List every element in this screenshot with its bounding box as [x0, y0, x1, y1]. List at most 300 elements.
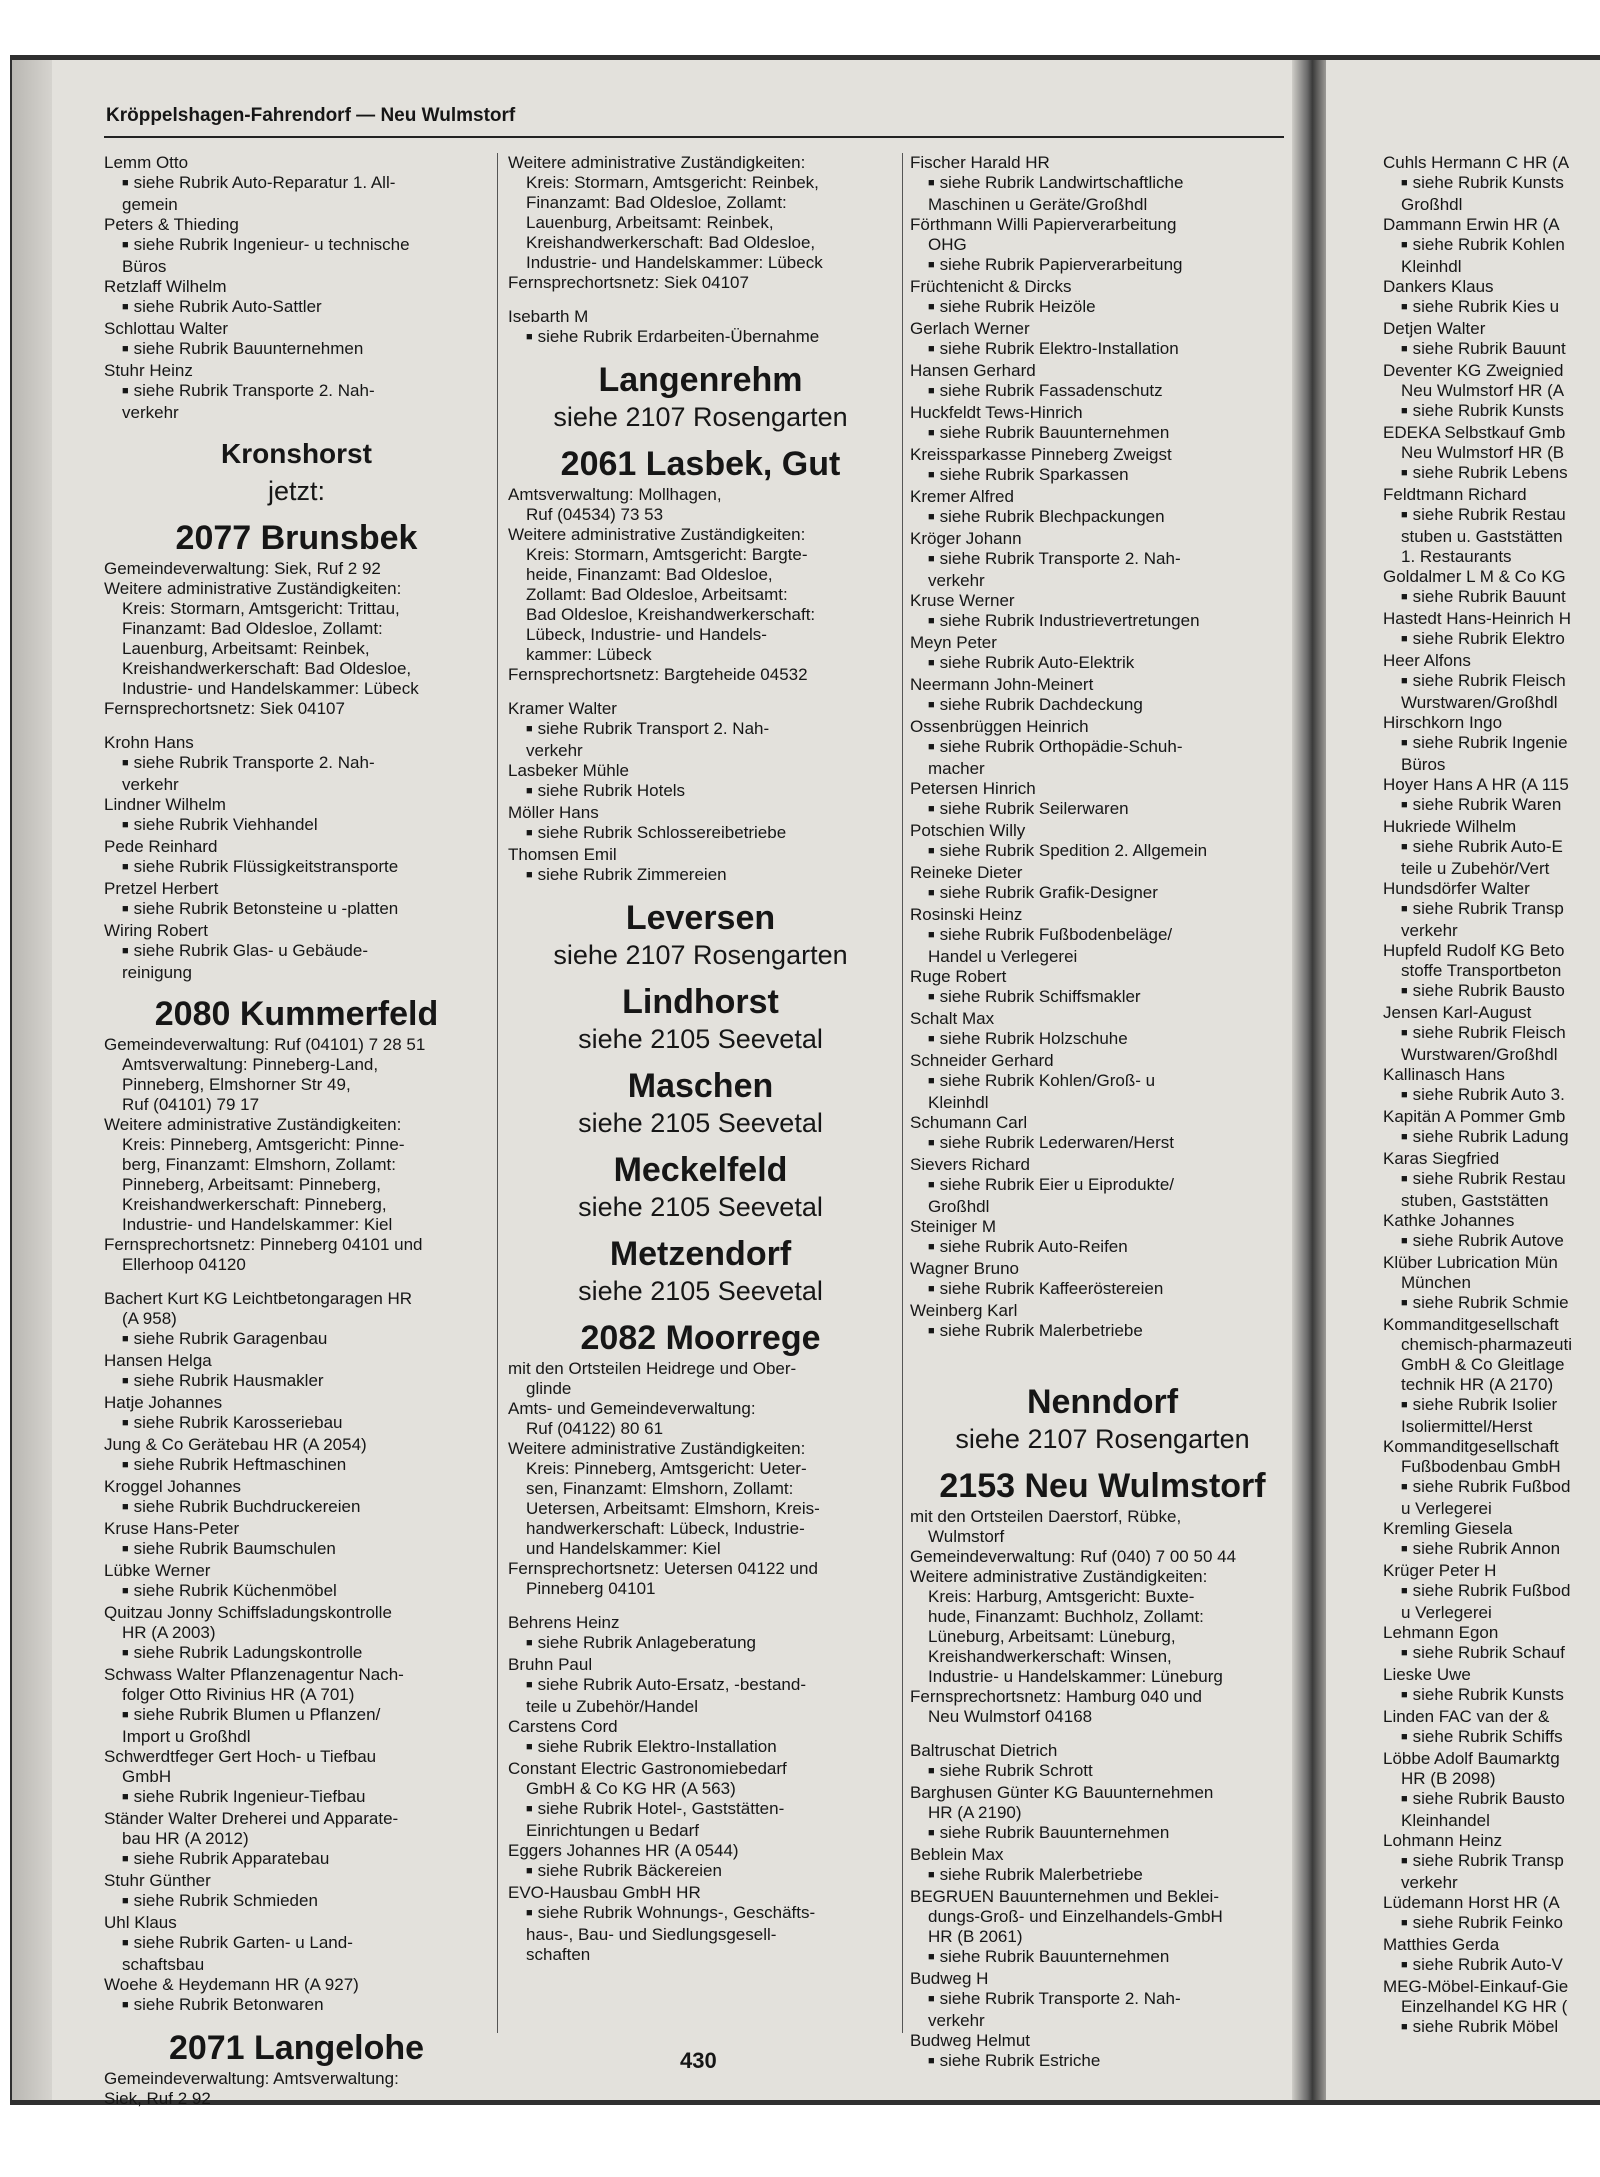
entry-name: Weitere administrative Zuständigkeiten: — [104, 1115, 402, 1134]
entry-name: Kremer Alfred — [910, 487, 1014, 506]
entry-name: Ständer Walter Dreherei und Apparate- — [104, 1809, 399, 1828]
entry-name: Uhl Klaus — [104, 1913, 177, 1932]
entry-continuation: Isoliermittel/Herst — [1401, 1417, 1533, 1436]
entry-continuation: Finanzamt: Bad Oldesloe, Zollamt: — [122, 619, 383, 638]
rubrik-reference: ■ siehe Rubrik Möbel — [1383, 2017, 1600, 2039]
entry-continuation: Wurstwaren/Großhdl — [1401, 693, 1558, 712]
entry-continuation: GmbH & Co KG HR (A 563) — [526, 1779, 736, 1798]
rubrik-reference: ■ siehe Rubrik Schmie — [1383, 1293, 1600, 1315]
spacer — [104, 719, 489, 733]
entry-name: mit den Ortsteilen Heidrege und Ober- — [508, 1359, 797, 1378]
entry-name: Weitere administrative Zuständigkeiten: — [104, 579, 402, 598]
entry-name: Neermann John-Meinert — [910, 675, 1094, 694]
section-heading: 2061 Lasbek, Gut — [560, 445, 841, 483]
entry-continuation: verkehr — [1401, 1873, 1458, 1892]
entry-name: Fernsprechortsnetz: Siek 04107 — [508, 273, 749, 292]
entry-name: Reineke Dieter — [910, 863, 1023, 882]
page-edge — [12, 60, 54, 2100]
rubrik-reference: ■ siehe Rubrik Schmieden — [104, 1891, 489, 1913]
entry-name: Amts- und Gemeindeverwaltung: — [508, 1399, 756, 1418]
entry-continuation: Einrichtungen u Bedarf — [526, 1821, 699, 1840]
entry-name: Schlottau Walter — [104, 319, 229, 338]
section-heading: 2071 Langelohe — [168, 2029, 425, 2067]
entry-name: Lemm Otto — [104, 153, 189, 172]
entry-continuation: verkehr — [526, 741, 583, 760]
rubrik-reference: ■ siehe Rubrik Isolier — [1383, 1395, 1600, 1417]
entry-continuation: schaftsbau — [122, 1955, 205, 1974]
entry-name: Karas Siegfried — [1383, 1149, 1500, 1168]
entry-name: Gemeindeverwaltung: Ruf (040) 7 00 50 44 — [910, 1547, 1237, 1566]
rubrik-reference: ■ siehe Rubrik Restau — [1383, 505, 1600, 527]
rubrik-reference: ■ siehe Rubrik Erdarbeiten-Übernahme — [508, 327, 893, 349]
entry-continuation: sen, Finanzamt: Elmshorn, Zollamt: — [526, 1479, 794, 1498]
entry-name: Jung & Co Gerätebau HR (A 2054) — [104, 1435, 367, 1454]
column-3 — [910, 153, 1295, 2073]
section-subtitle: siehe 2107 Rosengarten — [553, 402, 848, 432]
entry-continuation: technik HR (A 2170) — [1401, 1375, 1554, 1394]
entry-name: Fischer Harald HR — [910, 153, 1050, 172]
entry-name: Goldalmer L M & Co KG — [1383, 567, 1566, 586]
entry-continuation: Industrie- u Handelskammer: Lüneburg — [928, 1667, 1223, 1686]
rubrik-reference: ■ siehe Rubrik Kunsts — [1383, 401, 1600, 423]
entry-name: Lindner Wilhelm — [104, 795, 226, 814]
entry-name: Bachert Kurt KG Leichtbetongaragen HR — [104, 1289, 413, 1308]
entry-continuation: stuben, Gaststätten — [1401, 1191, 1549, 1210]
entry-continuation: teile u Zubehör/Handel — [526, 1697, 699, 1716]
entry-continuation: heide, Finanzamt: Bad Oldesloe, — [526, 565, 773, 584]
rubrik-reference: ■ siehe Rubrik Papierverarbeitung — [910, 255, 1295, 277]
rubrik-reference: ■ siehe Rubrik Autove — [1383, 1231, 1600, 1253]
entry-name: Isebarth M — [508, 307, 589, 326]
entry-name: Hupfeld Rudolf KG Beto — [1383, 941, 1565, 960]
entry-name: Lohmann Heinz — [1383, 1831, 1503, 1850]
entry-name: Hatje Johannes — [104, 1393, 223, 1412]
rubrik-reference: ■ siehe Rubrik Annon — [1383, 1539, 1600, 1561]
rubrik-reference: ■ siehe Rubrik Holzschuhe — [910, 1029, 1295, 1051]
section-heading: 2080 Kummerfeld — [154, 995, 439, 1033]
spacer — [104, 1275, 489, 1289]
section-subtitle: siehe 2105 Seevetal — [578, 1192, 823, 1222]
rubrik-reference: ■ siehe Rubrik Betonsteine u -platten — [104, 899, 489, 921]
rubrik-reference: ■ siehe Rubrik Restau — [1383, 1169, 1600, 1191]
column-divider — [902, 153, 903, 2033]
entry-continuation: Großhdl — [1401, 195, 1463, 214]
entry-name: Gerlach Werner — [910, 319, 1030, 338]
entry-name: Lübke Werner — [104, 1561, 211, 1580]
entry-continuation: kammer: Lübeck — [526, 645, 652, 664]
rubrik-reference: ■ siehe Rubrik Auto-Sattler — [104, 297, 489, 319]
entry-continuation: Industrie- und Handelskammer: Lübeck — [122, 679, 419, 698]
entry-continuation: Kleinhandel — [1401, 1811, 1490, 1830]
rubrik-reference: ■ siehe Rubrik Lederwaren/Herst — [910, 1133, 1295, 1155]
entry-continuation: Lauenburg, Arbeitsamt: Reinbek, — [526, 213, 774, 232]
rubrik-reference: ■ siehe Rubrik Transp — [1383, 899, 1600, 921]
rubrik-reference: ■ siehe Rubrik Garagenbau — [104, 1329, 489, 1351]
entry-continuation: Maschinen u Geräte/Großhdl — [928, 195, 1148, 214]
entry-name: Stuhr Heinz — [104, 361, 193, 380]
entry-name: Pretzel Herbert — [104, 879, 219, 898]
entry-continuation: Lüneburg, Arbeitsamt: Lüneburg, — [928, 1627, 1176, 1646]
rubrik-reference: ■ siehe Rubrik Bausto — [1383, 981, 1600, 1003]
rubrik-reference: ■ siehe Rubrik Transporte 2. Nah- — [104, 381, 489, 403]
entry-name: Lasbeker Mühle — [508, 761, 629, 780]
spacer — [910, 1357, 1295, 1371]
rubrik-reference: ■ siehe Rubrik Fleisch — [1383, 1023, 1600, 1045]
rubrik-reference: ■ siehe Rubrik Kunsts — [1383, 1685, 1600, 1707]
section-heading: Metzendorf — [609, 1235, 792, 1273]
entry-continuation: haus-, Bau- und Siedlungsgesell- — [526, 1925, 777, 1944]
entry-name: Hukriede Wilhelm — [1383, 817, 1517, 836]
entry-name: Retzlaff Wilhelm — [104, 277, 227, 296]
entry-continuation: handwerkerschaft: Lübeck, Industrie- — [526, 1519, 805, 1538]
entry-name: Stuhr Günther — [104, 1871, 211, 1890]
entry-name: Peters & Thieding — [104, 215, 239, 234]
entry-name: Hastedt Hans-Heinrich H — [1383, 609, 1572, 628]
entry-continuation: chemisch-pharmazeuti — [1401, 1335, 1573, 1354]
entry-continuation: Büros — [122, 257, 167, 276]
rubrik-reference: ■ siehe Rubrik Glas- u Gebäude- — [104, 941, 489, 963]
rubrik-reference: ■ siehe Rubrik Ingenieur-Tiefbau — [104, 1787, 489, 1809]
entry-continuation: Bad Oldesloe, Kreishandwerkerschaft: — [526, 605, 816, 624]
rubrik-reference: ■ siehe Rubrik Bauunternehmen — [910, 1823, 1295, 1845]
entry-continuation: Import u Großhdl — [122, 1727, 251, 1746]
rubrik-reference: ■ siehe Rubrik Bauunternehmen — [910, 423, 1295, 445]
rubrik-reference: ■ siehe Rubrik Zimmereien — [508, 865, 893, 887]
entry-name: Matthies Gerda — [1383, 1935, 1500, 1954]
entry-continuation: und Handelskammer: Kiel — [526, 1539, 721, 1558]
rubrik-reference: ■ siehe Rubrik Schauf — [1383, 1643, 1600, 1665]
column-2 — [508, 153, 893, 1965]
section-heading: Langenrehm — [598, 361, 803, 399]
rubrik-reference: ■ siehe Rubrik Blechpackungen — [910, 507, 1295, 529]
entry-name: Constant Electric Gastronomiebedarf — [508, 1759, 787, 1778]
rubrik-reference: ■ siehe Rubrik Schiffs — [1383, 1727, 1600, 1749]
section-heading: Lindhorst — [622, 983, 779, 1021]
rubrik-reference: ■ siehe Rubrik Elektro-Installation — [508, 1737, 893, 1759]
entry-continuation: Büros — [1401, 755, 1446, 774]
rubrik-reference: ■ siehe Rubrik Malerbetriebe — [910, 1321, 1295, 1343]
rubrik-reference: ■ siehe Rubrik Auto-Elektrik — [910, 653, 1295, 675]
rubrik-reference: ■ siehe Rubrik Auto-Ersatz, -bestand- — [508, 1675, 893, 1697]
entry-continuation: stoffe Transportbeton — [1401, 961, 1562, 980]
rubrik-reference: ■ siehe Rubrik Kohlen — [1383, 235, 1600, 257]
entry-continuation: Wulmstorf — [928, 1527, 1005, 1546]
rubrik-reference: ■ siehe Rubrik Bäckereien — [508, 1861, 893, 1883]
rubrik-reference: ■ siehe Rubrik Sparkassen — [910, 465, 1295, 487]
entry-continuation: Kreis: Stormarn, Amtsgericht: Reinbek, — [526, 173, 819, 192]
entry-continuation: Ruf (04101) 79 17 — [122, 1095, 260, 1114]
spacer — [508, 293, 893, 307]
entry-continuation: Fußbodenbau GmbH — [1401, 1457, 1561, 1476]
entry-name: Weitere administrative Zuständigkeiten: — [508, 525, 806, 544]
entry-continuation: Uetersen, Arbeitsamt: Elmshorn, Kreis- — [526, 1499, 820, 1518]
entry-name: Fernsprechortsnetz: Pinneberg 04101 und — [104, 1235, 423, 1254]
rubrik-reference: ■ siehe Rubrik Küchenmöbel — [104, 1581, 489, 1603]
section-heading: Meckelfeld — [613, 1151, 788, 1189]
entry-name: Heer Alfons — [1383, 651, 1471, 670]
entry-continuation: verkehr — [1401, 921, 1458, 940]
rubrik-reference: ■ siehe Rubrik Betonwaren — [104, 1995, 489, 2017]
entry-name: Lüdemann Horst HR (A — [1383, 1893, 1560, 1912]
entry-name: Schwass Walter Pflanzenagentur Nach- — [104, 1665, 404, 1684]
entry-name: Kruse Hans-Peter — [104, 1519, 240, 1538]
entry-name: Thomsen Emil — [508, 845, 617, 864]
rubrik-reference: ■ siehe Rubrik Wohnungs-, Geschäfts- — [508, 1903, 893, 1925]
rubrik-reference: ■ siehe Rubrik Auto-Reparatur 1. All- — [104, 173, 489, 195]
page-number: 430 — [680, 2048, 717, 2073]
rubrik-reference: ■ siehe Rubrik Transport 2. Nah- — [508, 719, 893, 741]
entry-name: Quitzau Jonny Schiffsladungskontrolle — [104, 1603, 392, 1622]
entry-continuation: Neu Wulmstorf HR (B — [1401, 443, 1565, 462]
entry-continuation: Kleinhdl — [1401, 257, 1462, 276]
entry-continuation: glinde — [526, 1379, 572, 1398]
rubrik-reference: ■ siehe Rubrik Transporte 2. Nah- — [104, 753, 489, 775]
entry-continuation: Kreis: Stormarn, Amtsgericht: Trittau, — [122, 599, 400, 618]
entry-name: Weitere administrative Zuständigkeiten: — [910, 1567, 1208, 1586]
spacer — [910, 1343, 1295, 1357]
entry-name: Kremling Giesela — [1383, 1519, 1513, 1538]
entry-name: Hansen Gerhard — [910, 361, 1036, 380]
section-heading: Leversen — [625, 899, 776, 937]
entry-name: Feldtmann Richard — [1383, 485, 1527, 504]
rubrik-reference: ■ siehe Rubrik Landwirtschaftliche — [910, 173, 1295, 195]
entry-continuation: verkehr — [928, 2011, 985, 2030]
entry-name: Möller Hans — [508, 803, 599, 822]
rubrik-reference: ■ siehe Rubrik Kohlen/Groß- u — [910, 1071, 1295, 1093]
entry-continuation: Kreis: Pinneberg, Amtsgericht: Pinne- — [122, 1135, 405, 1154]
entry-name: Kathke Johannes — [1383, 1211, 1515, 1230]
entry-name: Lieske Uwe — [1383, 1665, 1471, 1684]
entry-name: Kroggel Johannes — [104, 1477, 242, 1496]
rubrik-reference: ■ siehe Rubrik Ingenieur- u technische — [104, 235, 489, 257]
section-subtitle: jetzt: — [267, 476, 326, 506]
entry-continuation: Einzelhandel KG HR ( — [1401, 1997, 1568, 2016]
rubrik-reference: ■ siehe Rubrik Heizöle — [910, 297, 1295, 319]
entry-name: Meyn Peter — [910, 633, 997, 652]
entry-name: Pede Reinhard — [104, 837, 218, 856]
rubrik-reference: ■ siehe Rubrik Fußbod — [1383, 1477, 1600, 1499]
entry-name: Sievers Richard — [910, 1155, 1030, 1174]
rubrik-reference: ■ siehe Rubrik Elektro — [1383, 629, 1600, 651]
entry-name: Weitere administrative Zuständigkeiten: — [508, 153, 806, 172]
entry-name: Kramer Walter — [508, 699, 617, 718]
entry-continuation: Pinneberg 04101 — [526, 1579, 656, 1598]
entry-name: Fernsprechortsnetz: Bargteheide 04532 — [508, 665, 808, 684]
entry-name: Detjen Walter — [1383, 319, 1486, 338]
entry-continuation: Zollamt: Bad Oldesloe, Arbeitsamt: — [526, 585, 788, 604]
rubrik-reference: ■ siehe Rubrik Karosseriebau — [104, 1413, 489, 1435]
entry-continuation: Pinneberg, Elmshorner Str 49, — [122, 1075, 351, 1094]
entry-continuation: GmbH & Co Gleitlage — [1401, 1355, 1565, 1374]
entry-name: Fernsprechortsnetz: Siek 04107 — [104, 699, 345, 718]
rubrik-reference: ■ siehe Rubrik Bauunternehmen — [104, 339, 489, 361]
rubrik-reference: ■ siehe Rubrik Bauunt — [1383, 339, 1600, 361]
entry-continuation: stuben u. Gaststätten — [1401, 527, 1563, 546]
entry-name: Kapitän A Pommer Gmb — [1383, 1107, 1566, 1126]
entry-name: Barghusen Günter KG Bauunternehmen — [910, 1783, 1214, 1802]
section-heading: Nenndorf — [1026, 1383, 1179, 1421]
entry-name: Jensen Karl-August — [1383, 1003, 1532, 1022]
entry-continuation: OHG — [928, 235, 967, 254]
section-heading: 2077 Brunsbek — [175, 519, 418, 557]
entry-continuation: HR (A 2003) — [122, 1623, 216, 1642]
entry-name: Deventer KG Zweignied — [1383, 361, 1564, 380]
entry-continuation: schaften — [526, 1945, 591, 1964]
entry-name: Rosinski Heinz — [910, 905, 1023, 924]
section-heading: 2082 Moorrege — [580, 1319, 821, 1357]
entry-name: Schneider Gerhard — [910, 1051, 1054, 1070]
entry-name: Potschien Willy — [910, 821, 1026, 840]
entry-name: Lehmann Egon — [1383, 1623, 1499, 1642]
entry-continuation: folger Otto Rivinius HR (A 701) — [122, 1685, 355, 1704]
section-heading: Kronshorst — [221, 438, 372, 469]
entry-name: Krohn Hans — [104, 733, 194, 752]
rubrik-reference: ■ siehe Rubrik Bauunt — [1383, 587, 1600, 609]
rubrik-reference: ■ siehe Rubrik Garten- u Land- — [104, 1933, 489, 1955]
rubrik-reference: ■ siehe Rubrik Auto-Reifen — [910, 1237, 1295, 1259]
rubrik-reference: ■ siehe Rubrik Elektro-Installation — [910, 339, 1295, 361]
entry-name: Linden FAC van der & — [1383, 1707, 1550, 1726]
entry-continuation: gemein — [122, 195, 178, 214]
rubrik-reference: ■ siehe Rubrik Auto 3. — [1383, 1085, 1600, 1107]
entry-continuation: Kreishandwerkerschaft: Winsen, — [928, 1647, 1172, 1666]
entry-continuation: Kreishandwerkerschaft: Pinneberg, — [122, 1195, 387, 1214]
entry-continuation: HR (B 2061) — [928, 1927, 1023, 1946]
column-divider — [497, 153, 498, 2033]
rubrik-reference: ■ siehe Rubrik Kies u — [1383, 297, 1600, 319]
rubrik-reference: ■ siehe Rubrik Fleisch — [1383, 671, 1600, 693]
rubrik-reference: ■ siehe Rubrik Fassadenschutz — [910, 381, 1295, 403]
entry-continuation: Großhdl — [928, 1197, 990, 1216]
entry-continuation: teile u Zubehör/Vert — [1401, 859, 1550, 878]
entry-continuation: Neu Wulmstorf HR (A — [1401, 381, 1565, 400]
entry-continuation: Kreis: Pinneberg, Amtsgericht: Ueter- — [526, 1459, 807, 1478]
rubrik-reference: ■ siehe Rubrik Hotel-, Gaststätten- — [508, 1799, 893, 1821]
entry-continuation: u Verlegerei — [1401, 1499, 1492, 1518]
rubrik-reference: ■ siehe Rubrik Transp — [1383, 1851, 1600, 1873]
entry-name: Woehe & Heydemann HR (A 927) — [104, 1975, 359, 1994]
rubrik-reference: ■ siehe Rubrik Ladungskontrolle — [104, 1643, 489, 1665]
rubrik-reference: ■ siehe Rubrik Hausmakler — [104, 1371, 489, 1393]
entry-continuation: HR (B 2098) — [1401, 1769, 1496, 1788]
entry-name: Gemeindeverwaltung: Amtsverwaltung: — [104, 2069, 399, 2088]
entry-name: Bruhn Paul — [508, 1655, 593, 1674]
entry-continuation: macher — [928, 759, 985, 778]
entry-name: Petersen Hinrich — [910, 779, 1036, 798]
entry-name: Kröger Johann — [910, 529, 1022, 548]
entry-name: Klüber Lubrication Mün — [1383, 1253, 1558, 1272]
entry-name: Hirschkorn Ingo — [1383, 713, 1503, 732]
entry-name: Gemeindeverwaltung: Siek, Ruf 2 92 — [104, 559, 381, 578]
entry-continuation: hude, Finanzamt: Buchholz, Zollamt: — [928, 1607, 1204, 1626]
entry-name: Hoyer Hans A HR (A 115 — [1383, 775, 1569, 794]
section-heading: Maschen — [627, 1067, 774, 1105]
entry-continuation: (A 958) — [122, 1309, 177, 1328]
entry-continuation: München — [1401, 1273, 1471, 1292]
entry-continuation: Lübeck, Industrie- und Handels- — [526, 625, 767, 644]
column-4 — [1383, 153, 1600, 2039]
rubrik-reference: ■ siehe Rubrik Auto-E — [1383, 837, 1600, 859]
entry-name: Kommanditgesellschaft — [1383, 1315, 1559, 1334]
rubrik-reference: ■ siehe Rubrik Schiffsmakler — [910, 987, 1295, 1009]
entry-name: Schwerdtfeger Gert Hoch- u Tiefbau — [104, 1747, 377, 1766]
entry-continuation: Handel u Verlegerei — [928, 947, 1078, 966]
entry-continuation: Ruf (04122) 80 61 — [526, 1419, 664, 1438]
rubrik-reference: ■ siehe Rubrik Kaffeeröstereien — [910, 1279, 1295, 1301]
rubrik-reference: ■ siehe Rubrik Bausto — [1383, 1789, 1600, 1811]
column-1 — [104, 153, 489, 2109]
spacer — [508, 685, 893, 699]
entry-name: Förthmann Willi Papierverarbeitung — [910, 215, 1177, 234]
rubrik-reference: ■ siehe Rubrik Blumen u Pflanzen/ — [104, 1705, 489, 1727]
entry-name: Wagner Bruno — [910, 1259, 1019, 1278]
entry-name: Budweg Helmut — [910, 2031, 1031, 2050]
rubrik-reference: ■ siehe Rubrik Apparatebau — [104, 1849, 489, 1871]
entry-name: Behrens Heinz — [508, 1613, 620, 1632]
rubrik-reference: ■ siehe Rubrik Estriche — [910, 2051, 1295, 2073]
section-subtitle: siehe 2105 Seevetal — [578, 1108, 823, 1138]
rubrik-reference: ■ siehe Rubrik Fußbodenbeläge/ — [910, 925, 1295, 947]
entry-continuation: 1. Restaurants — [1401, 547, 1512, 566]
rubrik-reference: ■ siehe Rubrik Fußbod — [1383, 1581, 1600, 1603]
entry-name: Baltruschat Dietrich — [910, 1741, 1058, 1760]
rubrik-reference: ■ siehe Rubrik Eier u Eiprodukte/ — [910, 1175, 1295, 1197]
header-rule — [104, 136, 1284, 138]
entry-continuation: Wurstwaren/Großhdl — [1401, 1045, 1558, 1064]
rubrik-reference: ■ siehe Rubrik Schlossereibetriebe — [508, 823, 893, 845]
entry-name: Amtsverwaltung: Mollhagen, — [508, 485, 722, 504]
entry-name: Carstens Cord — [508, 1717, 618, 1736]
entry-continuation: Lauenburg, Arbeitsamt: Reinbek, — [122, 639, 370, 658]
rubrik-reference: ■ siehe Rubrik Buchdruckereien — [104, 1497, 489, 1519]
rubrik-reference: ■ siehe Rubrik Kunsts — [1383, 173, 1600, 195]
entry-continuation: Kreis: Harburg, Amtsgericht: Buxte- — [928, 1587, 1195, 1606]
entry-name: Ruge Robert — [910, 967, 1007, 986]
entry-continuation: u Verlegerei — [1401, 1603, 1492, 1622]
entry-name: Fernsprechortsnetz: Hamburg 040 und — [910, 1687, 1202, 1706]
entry-name: Beblein Max — [910, 1845, 1004, 1864]
entry-continuation: verkehr — [122, 775, 179, 794]
rubrik-reference: ■ siehe Rubrik Flüssigkeitstransporte — [104, 857, 489, 879]
entry-continuation: Kleinhdl — [928, 1093, 989, 1112]
entry-name: Wiring Robert — [104, 921, 208, 940]
entry-continuation: Ruf (04534) 73 53 — [526, 505, 664, 524]
entry-continuation: dungs-Groß- und Einzelhandels-GmbH — [928, 1907, 1223, 1926]
entry-name: Krüger Peter H — [1383, 1561, 1497, 1580]
entry-name: mit den Ortsteilen Daerstorf, Rübke, — [910, 1507, 1182, 1526]
entry-continuation: Kreishandwerkerschaft: Bad Oldesloe, — [526, 233, 816, 252]
rubrik-reference: ■ siehe Rubrik Bauunternehmen — [910, 1947, 1295, 1969]
entry-name: Dankers Klaus — [1383, 277, 1494, 296]
entry-name: Fernsprechortsnetz: Uetersen 04122 und — [508, 1559, 818, 1578]
entry-name: Steiniger M — [910, 1217, 996, 1236]
entry-name: EVO-Hausbau GmbH HR — [508, 1883, 701, 1902]
section-subtitle: siehe 2107 Rosengarten — [553, 940, 848, 970]
entry-continuation: verkehr — [928, 571, 985, 590]
section-subtitle: siehe 2107 Rosengarten — [955, 1424, 1250, 1454]
entry-continuation: berg, Finanzamt: Elmshorn, Zollamt: — [122, 1155, 396, 1174]
rubrik-reference: ■ siehe Rubrik Ladung — [1383, 1127, 1600, 1149]
page-header: Kröppelshagen-Fahrendorf — Neu Wulmstorf — [106, 105, 516, 126]
rubrik-reference: ■ siehe Rubrik Waren — [1383, 795, 1600, 817]
entry-name: Schalt Max — [910, 1009, 995, 1028]
entry-name: Früchtenicht & Dircks — [910, 277, 1072, 296]
entry-continuation: Kreishandwerkerschaft: Bad Oldesloe, — [122, 659, 412, 678]
rubrik-reference: ■ siehe Rubrik Orthopädie-Schuh- — [910, 737, 1295, 759]
rubrik-reference: ■ siehe Rubrik Transporte 2. Nah- — [910, 549, 1295, 571]
rubrik-reference: ■ siehe Rubrik Baumschulen — [104, 1539, 489, 1561]
entry-name: Kommanditgesellschaft — [1383, 1437, 1559, 1456]
